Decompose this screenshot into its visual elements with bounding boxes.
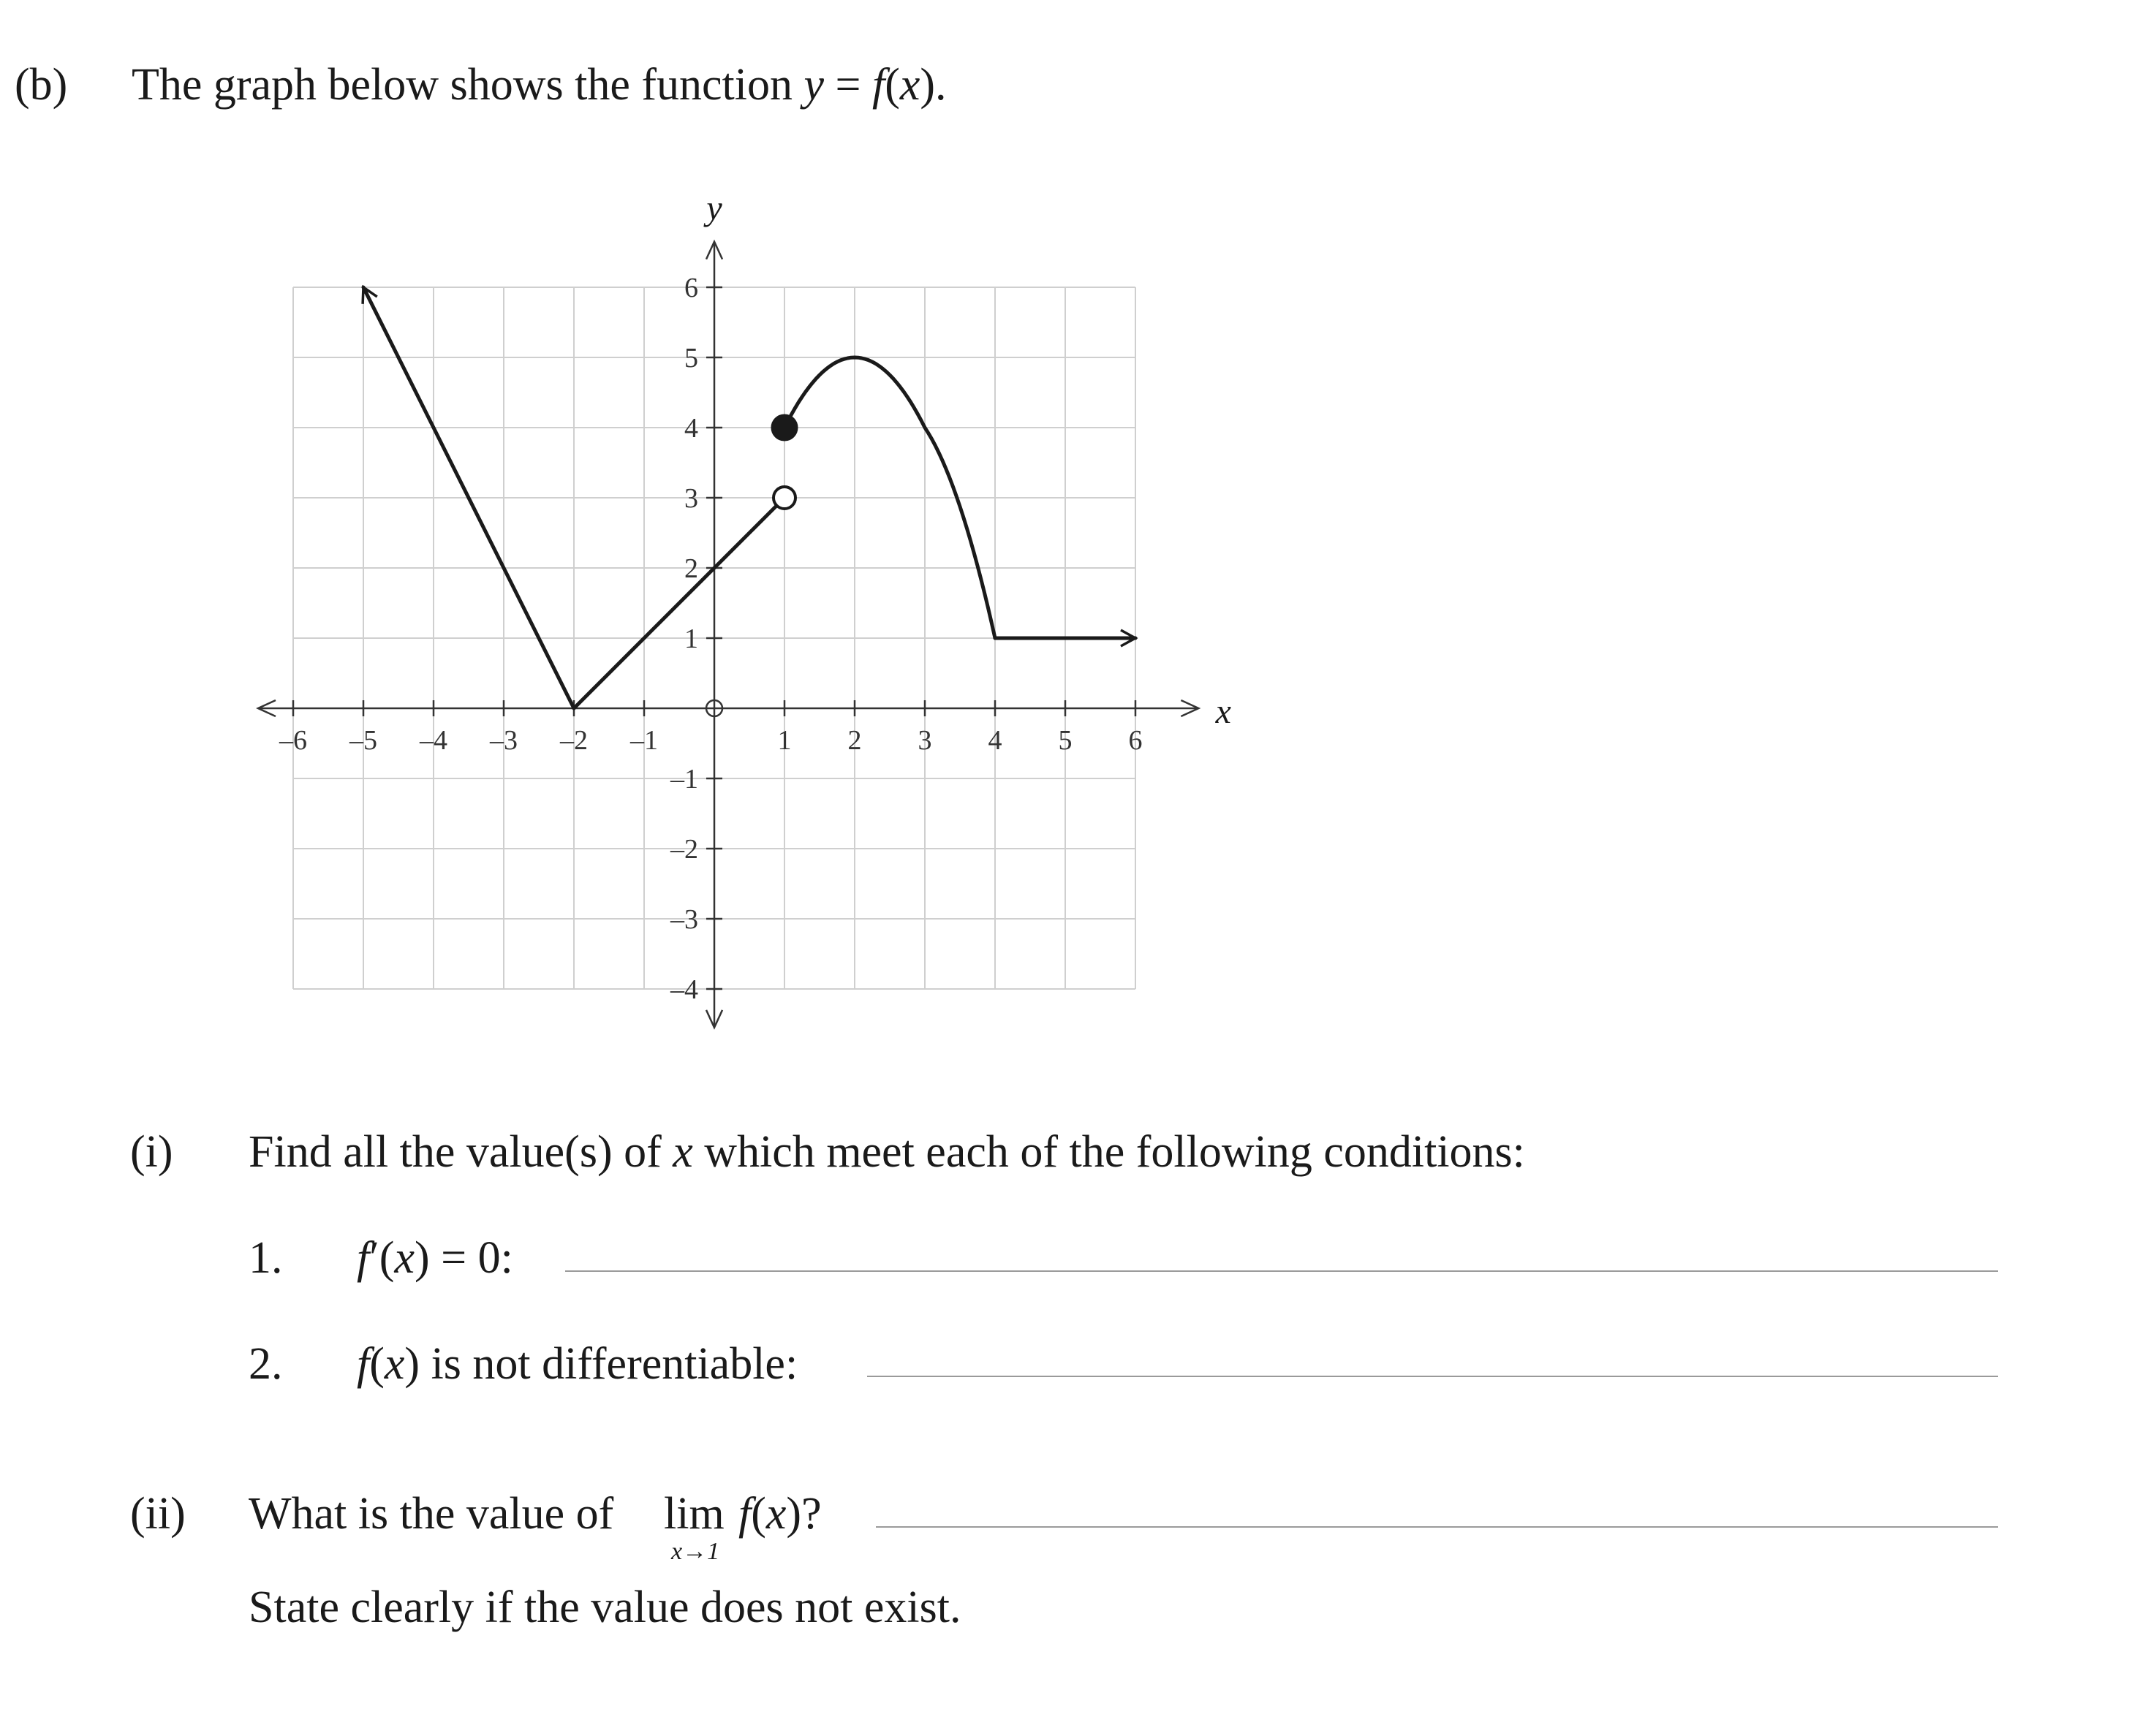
x-tick-label: –3 <box>490 725 518 756</box>
part-label: (b) <box>15 60 68 110</box>
x-tick-label: 5 <box>1058 725 1073 756</box>
question-ii-label: (ii) <box>130 1489 186 1539</box>
item1-rest: ′( <box>369 1233 395 1283</box>
intro-y: y <box>803 60 824 110</box>
item1-f: f <box>357 1233 370 1283</box>
y-tick-label: –1 <box>670 764 698 795</box>
y-tick-label: 6 <box>684 273 698 303</box>
x-tick-label: –5 <box>349 725 377 756</box>
function-segment <box>574 498 784 708</box>
y-tick-label: 2 <box>684 553 698 584</box>
x-tick-label: 1 <box>777 725 792 756</box>
item1-end: ) = 0: <box>414 1233 513 1283</box>
item-1-number: 1. <box>249 1233 283 1283</box>
x-tick-label: –6 <box>279 725 307 756</box>
limit-subscript: x→1 <box>671 1538 720 1565</box>
lim-x: x <box>765 1489 787 1539</box>
qi-prompt-b: which meet each of the following conditions: <box>692 1127 1525 1177</box>
x-axis-label: x <box>1215 692 1231 731</box>
x-tick-label: –2 <box>560 725 588 756</box>
intro-close: ). <box>920 60 947 110</box>
item2-open: ( <box>369 1339 385 1389</box>
answer-line-1[interactable] <box>565 1270 1998 1272</box>
limit-lim: lim <box>664 1489 725 1539</box>
item1-x: x <box>394 1233 415 1283</box>
question-i-prompt <box>249 1129 1525 1175</box>
item2-end: ) is not differentiable: <box>404 1339 798 1389</box>
y-axis-label: y <box>706 189 722 228</box>
qi-prompt-a: Find all the value(s) of <box>249 1127 673 1177</box>
item-2-number: 2. <box>249 1339 283 1389</box>
y-tick-label: –3 <box>670 904 698 935</box>
item-1-condition <box>357 1235 513 1281</box>
lim-open: ( <box>751 1489 766 1539</box>
y-tick-label: 3 <box>684 483 698 514</box>
graph-labels <box>279 189 1231 1005</box>
question-ii-prompt-a: What is the value of <box>249 1489 614 1539</box>
x-tick-label: 2 <box>847 725 862 756</box>
y-tick-label: 5 <box>684 343 698 374</box>
intro-f: f <box>871 60 885 110</box>
y-tick-label: 4 <box>684 413 698 444</box>
open-point <box>774 487 795 509</box>
y-tick-label: 1 <box>684 623 698 654</box>
item2-f: f <box>357 1339 370 1389</box>
answer-line-2[interactable] <box>867 1376 1998 1377</box>
intro-x: x <box>899 60 920 110</box>
lim-end: )? <box>786 1489 822 1539</box>
item-2-condition <box>357 1341 798 1387</box>
intro-text: The graph below shows the function <box>132 60 804 110</box>
question-i-label: (i) <box>130 1127 173 1177</box>
item2-x: x <box>384 1339 405 1389</box>
y-tick-label: –2 <box>670 834 698 865</box>
intro-eq: = <box>824 60 872 110</box>
limit-function <box>738 1489 822 1539</box>
lim-f: f <box>738 1489 752 1539</box>
answer-line-3[interactable] <box>876 1526 1998 1528</box>
y-tick-label: –4 <box>670 974 698 1005</box>
x-tick-label: 4 <box>988 725 1002 756</box>
x-tick-label: 6 <box>1128 725 1143 756</box>
x-tick-label: –4 <box>420 725 447 756</box>
question-ii-note: State clearly if the value does not exist. <box>249 1583 961 1632</box>
qi-prompt-x: x <box>673 1127 693 1177</box>
intro-open: ( <box>885 60 900 110</box>
closed-point <box>772 415 797 440</box>
x-tick-label: 3 <box>918 725 932 756</box>
x-tick-label: –1 <box>630 725 658 756</box>
